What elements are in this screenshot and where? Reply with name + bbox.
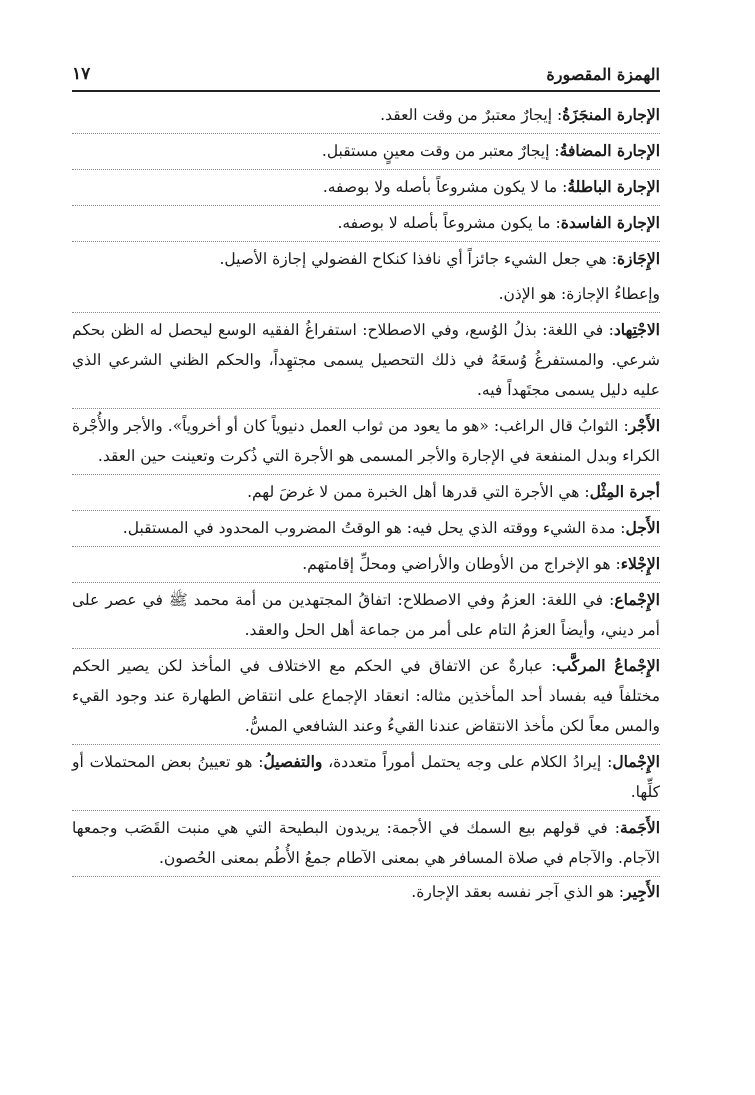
entry-term: الاجْتِهاد	[613, 320, 660, 339]
entry-ijara-fasida	[72, 206, 660, 242]
entry-text: : في قولهم بيع السمك في الأجمة: يريدون البطيحة التي هي منبت القَصَب وجمعها الآجام. والآجام في صلاة المسافر هي بمعنى الآطام جمعُ الأُطُم بمعنى الحُصون.	[72, 819, 660, 867]
entry-term: الإجارة الباطلةُ	[567, 177, 660, 196]
entry-ijara-mudafa	[72, 134, 660, 170]
entry-term: الأَجَمة	[620, 818, 660, 837]
entry-text: : الثوابُ قال الراغب: «هو ما يعود من ثواب العمل دنيوياً كان أو أخروياً». والأجر والأُجْرة الكراء وبدل المنفعة في الإجارة والأجر المسمى هو الأجرة التي ذُكرت وتعينت حين العقد.	[72, 417, 660, 465]
entry-text: وإعطاءُ الإجازة: هو الإذن.	[498, 285, 660, 303]
page-number: ١٧	[72, 64, 91, 84]
entry-ijaza	[72, 242, 660, 277]
entry-text: : إيجارٌ معتبرٌ من وقت العقد.	[380, 106, 563, 124]
entry-ajir	[72, 877, 660, 907]
entry-ijara-batila	[72, 170, 660, 206]
entry-ijara-munjaza	[72, 98, 660, 134]
entry-ajr	[72, 409, 660, 475]
entry-term: الإِجْماع	[614, 590, 660, 609]
entry-term: الإِجْماعُ المركَّب	[556, 656, 660, 675]
entry-text: : هو الإخراج من الأوطان والأراضي ومحلِّ إقامتهم.	[302, 555, 621, 573]
entry-term: الأَجِير	[624, 882, 660, 901]
entry-term: الإِجَازة	[616, 249, 660, 268]
entry-term: أجرة المِثْل	[589, 482, 660, 501]
entry-term: الأَجل	[625, 518, 660, 537]
entry-text: : مدة الشيء ووقته الذي يحل فيه: هو الوقتُ المضروب المحدود في المستقبل.	[122, 519, 626, 537]
entry-text: : عبارةٌ عن الاتفاق في الحكم مع الاختلاف في المأخذ لكن يصير الحكم مختلفاً فيه بفساد أحد المأخذين مثاله: انعقاد الإجماع على انتقاض الطهارة عند وجود القيء والمس معاً لكن مأخذ الانتقاض عندنا القيءُ وعند الشافعي المسُّ.	[72, 657, 660, 735]
entry-term: الإجارة الفاسدة	[560, 213, 660, 232]
entry-text: : إيجارٌ معتبر من وقت معينٍ مستقبل.	[321, 142, 560, 160]
entry-ijma	[72, 583, 660, 649]
entry-itaa-ijaza	[72, 277, 660, 313]
entry-text: : هي جعل الشيء جائزاً أي نافذا كنكاح الفضولي إجازة الأصيل.	[219, 250, 617, 268]
entries-list	[72, 98, 660, 907]
page	[72, 58, 660, 907]
entry-text: : إيرادُ الكلام على وجه يحتمل أموراً متعددة،	[322, 753, 613, 771]
entry-ijmal	[72, 745, 660, 811]
entry-ujrat-al-mithl	[72, 475, 660, 511]
entry-ajama	[72, 811, 660, 877]
entry-text-secondary: : هو تعيينُ بعض المحتملات أو كلِّها.	[72, 753, 660, 801]
entry-term: الإِجْمال	[612, 752, 660, 771]
page-header	[72, 58, 660, 92]
entry-ajal	[72, 511, 660, 547]
entry-text: : ما يكون مشروعاً بأصله لا بوصفه.	[337, 214, 561, 232]
entry-term: الإجارة المنجَزَةُ	[562, 105, 660, 124]
entry-text: : هي الأجرة التي قدرها أهل الخبرة ممن لا غرضَ لهم.	[247, 483, 590, 501]
running-title: الهمزة المقصورة	[546, 65, 660, 84]
entry-ijma-murakkab	[72, 649, 660, 745]
entry-ijtihad	[72, 313, 660, 409]
entry-term: الإجارة المضافةُ	[559, 141, 660, 160]
entry-term: الإِجْلاء	[620, 554, 660, 573]
entry-text: : هو الذي آجر نفسه بعقد الإجارة.	[411, 883, 625, 901]
entry-text: : في اللغة: العزمُ وفي الاصطلاح: اتفاقُ المجتهدين من أمة محمد ﷺ في عصر على أمر ديني، وأيضاً العزمُ التام على أمر من جماعة أهل الحل والعقد.	[72, 591, 660, 639]
entry-text: : في اللغة: بذلُ الوُسع، وفي الاصطلاح: استفراغُ الفقيه الوسع ليحصل له الظن بحكم شرعي. والمستفرغُ وُسعَهُ في ذلك التحصيل يسمى مجتهِداً، والحكم الظني الشرعي الذي عليه دليل يسمى مجتَهداً فيه.	[72, 321, 660, 399]
entry-term: الأَجْر	[628, 416, 660, 435]
entry-term-secondary: والتفصيلُ	[263, 752, 323, 771]
entry-ijla	[72, 547, 660, 583]
entry-text: : ما لا يكون مشروعاً بأصله ولا بوصفه.	[322, 178, 568, 196]
